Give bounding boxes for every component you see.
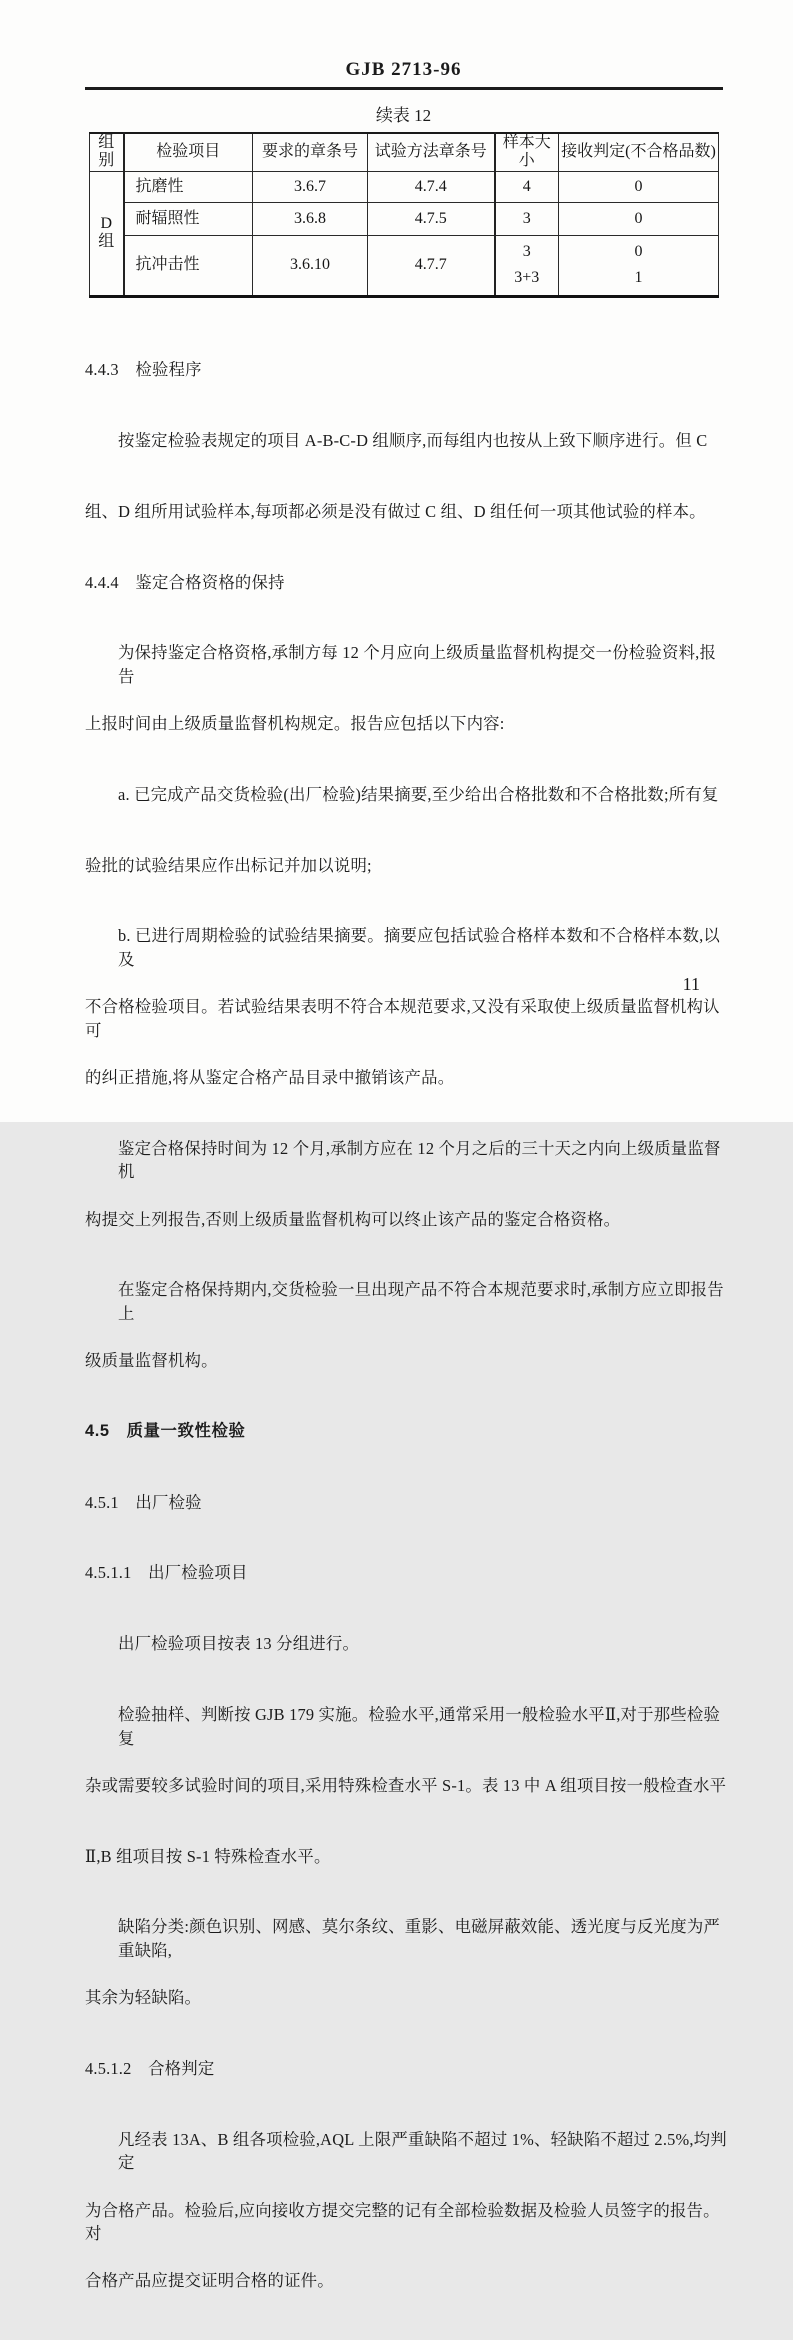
method-clause-cell: 4.7.4: [368, 171, 495, 202]
body-line: Ⅱ,B 组项目按 S-1 特殊检查水平。: [85, 1846, 331, 1866]
requirement-clause-cell: 3.6.10: [253, 235, 368, 296]
item-cell: 耐辐照性: [124, 202, 253, 235]
column-header-group: 组别: [90, 133, 124, 171]
table-row: [90, 235, 719, 296]
sample-size-cell: 4: [495, 171, 559, 202]
body-line: 为合格产品。检验后,应向接收方提交完整的记有全部检验数据及检验人员签字的报告。对: [85, 2200, 720, 2244]
sample-size-line-2: 3+3: [514, 269, 540, 287]
body-line: 杂或需要较多试验时间的项目,采用特殊检查水平 S-1。表 13 中 A 组项目按一般检查水平: [85, 1775, 727, 1795]
body-line: 组、D 组所用试验样本,每项都必须是没有做过 C 组、D 组任何一项其他试验的样本。: [85, 501, 706, 521]
column-header-item: 检验项目: [124, 133, 253, 171]
clause-heading-4-5-1: 4.5.1 出厂检验: [85, 1492, 202, 1512]
table-row: [90, 202, 719, 235]
body-line: 合格产品应提交证明合格的证件。: [85, 2271, 334, 2291]
body-line: 检验抽样、判断按 GJB 179 实施。检验水平,通常采用一般检验水平Ⅱ,对于那些检验复: [118, 1705, 721, 1748]
inspection-table: [89, 132, 719, 298]
body-text: [85, 311, 727, 2340]
column-header-requirement-clause: 要求的章条号: [253, 133, 368, 171]
body-line: 鉴定合格保持时间为 12 个月,承制方应在 12 个月之后的三十天之内向上级质量监督机: [118, 1138, 721, 1182]
acceptance-cell: 0: [559, 202, 719, 235]
clause-heading-4-4-4: 4.4.4 鉴定合格资格的保持: [85, 572, 285, 592]
item-cell: 抗冲击性: [124, 235, 253, 296]
body-line-item-b: b. 已进行周期检验的试验结果摘要。摘要应包括试验合格样本数和不合格样本数,以及: [118, 926, 720, 970]
acceptance-line-2: 1: [634, 269, 643, 287]
method-clause-cell: 4.7.5: [368, 202, 495, 235]
body-line: 在鉴定合格保持期内,交货检验一旦出现产品不符合本规范要求时,承制方应立即报告上: [118, 1280, 724, 1323]
clause-heading-4-5-1-2: 4.5.1.2 合格判定: [85, 2058, 215, 2078]
body-line: 出厂检验项目按表 13 分组进行。: [118, 1634, 360, 1654]
header-divider: [85, 87, 723, 90]
body-line: 级质量监督机构。: [85, 1351, 218, 1371]
column-header-sample-size: 样本大小: [495, 133, 559, 171]
item-cell: 抗磨性: [124, 171, 253, 202]
clause-heading-4-5: 4.5 质量一致性检验: [85, 1421, 246, 1440]
page-number: 11: [682, 974, 700, 994]
body-line: 按鉴定检验表规定的项目 A-B-C-D 组顺序,而每组内也按从上致下顺序进行。但 C: [118, 430, 708, 450]
body-line: 验批的试验结果应作出标记并加以说明;: [85, 855, 372, 875]
acceptance-cell: [559, 235, 719, 296]
body-line: 不合格检验项目。若试验结果表明不符合本规范要求,又没有采取使上级质量监督机构认可: [85, 997, 720, 1040]
acceptance-cell: 0: [559, 171, 719, 202]
column-header-test-method-clause: 试验方法章条号: [368, 133, 495, 171]
sample-size-cell: 3: [495, 202, 559, 235]
body-line: 其余为轻缺陷。: [85, 1988, 202, 2008]
body-line: 上报时间由上级质量监督机构规定。报告应包括以下内容:: [85, 714, 505, 734]
body-line: 构提交上列报告,否则上级质量监督机构可以终止该产品的鉴定合格资格。: [85, 1209, 621, 1229]
method-clause-cell: 4.7.7: [368, 235, 495, 296]
body-line: 的纠正措施,将从鉴定合格产品目录中撤销该产品。: [85, 1068, 455, 1087]
body-line: 凡经表 13A、B 组各项检验,AQL 上限严重缺陷不超过 1%、轻缺陷不超过 2.5%,均判定: [118, 2129, 727, 2173]
clause-heading-4-5-1-1: 4.5.1.1 出厂检验项目: [85, 1563, 248, 1583]
body-line: 缺陷分类:颜色识别、网感、莫尔条纹、重影、电磁屏蔽效能、透光度与反光度为严重缺陷,: [118, 1917, 721, 1960]
requirement-clause-cell: 3.6.8: [253, 202, 368, 235]
standard-number-title: GJB 2713-96: [345, 59, 462, 80]
sample-size-cell: [495, 235, 559, 296]
clause-heading-4-4-3: 4.4.3 检验程序: [85, 360, 202, 380]
table-row: [90, 171, 719, 202]
body-line: 为保持鉴定合格资格,承制方每 12 个月应向上级质量监督机构提交一份检验资料,报告: [118, 643, 717, 686]
table-caption: 续表 12: [375, 106, 432, 125]
requirement-clause-cell: 3.6.7: [253, 171, 368, 202]
sample-size-line-1: 3: [522, 243, 531, 261]
table-header-row: [90, 133, 719, 171]
acceptance-line-1: 0: [634, 243, 643, 261]
body-line-item-a: a. 已完成产品交货检验(出厂检验)结果摘要,至少给出合格批数和不合格批数;所有复: [118, 784, 719, 804]
group-label-cell: D 组: [90, 171, 124, 296]
column-header-acceptance: 接收判定(不合格品数): [559, 133, 719, 171]
